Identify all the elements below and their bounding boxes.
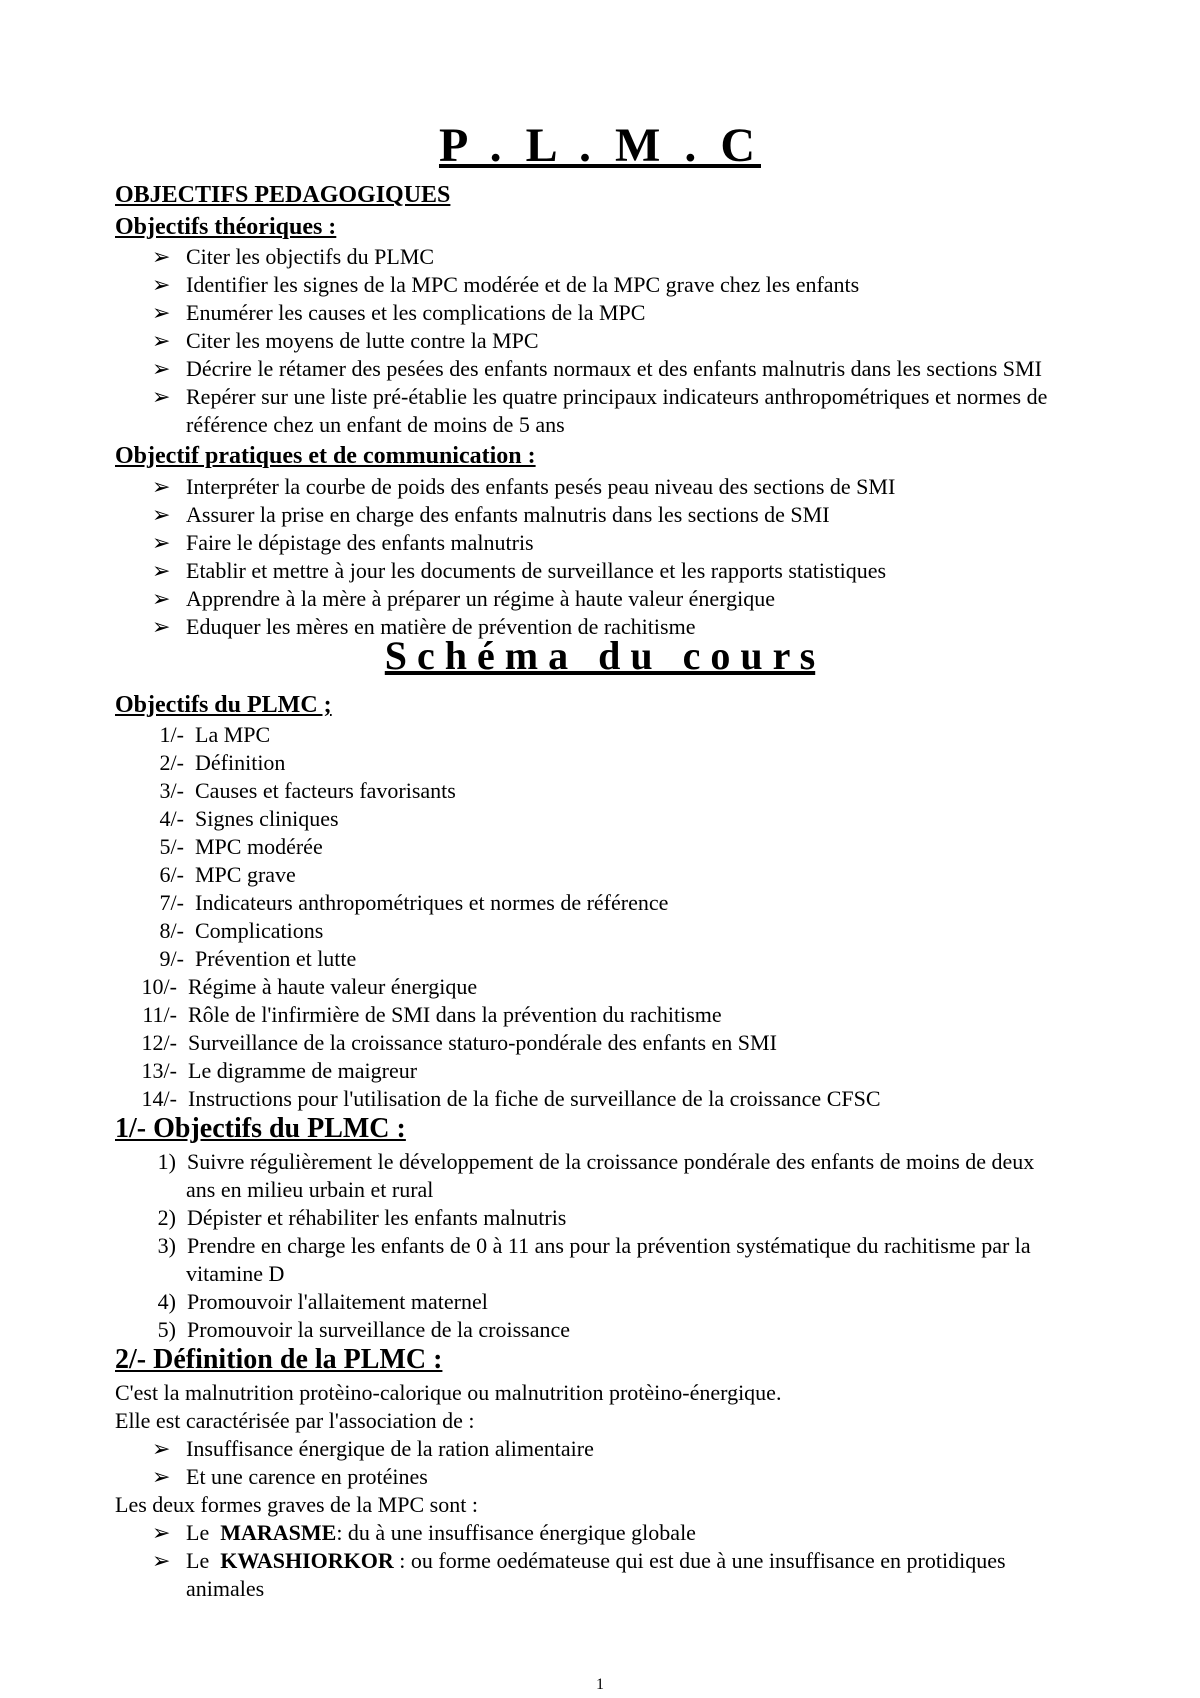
item-number: 7/- (159, 890, 184, 915)
arrow-bullet-icon: ➢ (152, 474, 171, 499)
item-number: 4) (157, 1289, 176, 1314)
list-item: 9/- Prévention et lutte (146, 946, 356, 972)
item-number: 1/- (159, 722, 184, 747)
term-kwashiorkor: KWASHIORKOR (220, 1548, 394, 1573)
arrow-bullet-icon: ➢ (152, 1520, 171, 1545)
page-number: 1 (596, 1676, 604, 1693)
list-item: 12/- Surveillance de la croissance staturo-pondérale des enfants en SMI (131, 1030, 777, 1056)
list-item: ➢ Enumérer les causes et les complications de la MPC (152, 300, 646, 325)
list-item: 2/- Définition (146, 750, 285, 776)
list-item: 1) Suivre régulièrement le développement de la croissance pondérale des enfants de moins de deux (152, 1149, 1034, 1175)
arrow-bullet-icon: ➢ (152, 530, 171, 555)
list-item: 3) Prendre en charge les enfants de 0 à 11 ans pour la prévention systématique du rachitisme par la (152, 1233, 1031, 1259)
objectif-pratiques-heading: Objectif pratiques et de communication : (115, 443, 536, 469)
list-item-continuation: référence chez un enfant de moins de 5 ans (186, 412, 565, 437)
list-item: ➢ Décrire le rétamer des pesées des enfants normaux et des enfants malnutris dans les sections SMI (152, 356, 1042, 381)
item-number: 1) (157, 1149, 176, 1174)
list-item-continuation: ans en milieu urbain et rural (186, 1177, 434, 1202)
item-number: 9/- (159, 946, 184, 971)
list-item: 11/- Rôle de l'infirmière de SMI dans la prévention du rachitisme (131, 1002, 722, 1028)
objectifs-pedagogiques-heading: OBJECTIFS PEDAGOGIQUES (115, 182, 451, 208)
item-number: 2/- (159, 750, 184, 775)
item-number: 6/- (159, 862, 184, 887)
section-1-heading: 1/- Objectifs du PLMC : (115, 1113, 406, 1144)
term-marasme: MARASME (220, 1520, 337, 1545)
list-item: 13/- Le digramme de maigreur (131, 1058, 417, 1084)
item-number: 5/- (159, 834, 184, 859)
list-item: 4) Promouvoir l'allaitement maternel (152, 1289, 488, 1315)
arrow-bullet-icon: ➢ (152, 328, 171, 353)
list-item: 8/- Complications (146, 918, 323, 944)
document-title: P . L . M . C (438, 119, 761, 172)
list-item: 4/- Signes cliniques (146, 806, 339, 832)
arrow-bullet-icon: ➢ (152, 1548, 171, 1573)
arrow-bullet-icon: ➢ (152, 356, 171, 381)
item-number: 12/- (141, 1030, 177, 1055)
list-item: 2) Dépister et réhabiliter les enfants malnutris (152, 1205, 566, 1231)
item-number: 14/- (141, 1086, 177, 1111)
list-item: 10/- Régime à haute valeur énergique (131, 974, 477, 1000)
list-item: 5/- MPC modérée (146, 834, 323, 860)
paragraph: Les deux formes graves de la MPC sont : (115, 1492, 478, 1517)
arrow-bullet-icon: ➢ (152, 244, 171, 269)
list-item: ➢ Le KWASHIORKOR : ou forme oedémateuse qui est due à une insuffisance en protidiques (152, 1548, 1006, 1573)
list-item: ➢ Repérer sur une liste pré-établie les quatre principaux indicateurs anthropométriques et normes de (152, 384, 1048, 409)
list-item: 1/- La MPC (146, 722, 270, 748)
list-item: ➢ Citer les objectifs du PLMC (152, 244, 435, 269)
arrow-bullet-icon: ➢ (152, 586, 171, 611)
list-item: ➢ Identifier les signes de la MPC modérée et de la MPC grave chez les enfants (152, 272, 860, 297)
list-item: ➢ Citer les moyens de lutte contre la MPC (152, 328, 539, 353)
list-item: ➢ Faire le dépistage des enfants malnutris (152, 530, 534, 555)
paragraph: Elle est caractérisée par l'association de : (115, 1408, 475, 1433)
schema-objectifs-heading: Objectifs du PLMC ; (115, 692, 332, 718)
arrow-bullet-icon: ➢ (152, 272, 171, 297)
item-number: 3/- (159, 778, 184, 803)
item-number: 2) (157, 1205, 176, 1230)
item-number: 3) (157, 1233, 176, 1258)
list-item-continuation: animales (186, 1576, 265, 1601)
list-item: 14/- Instructions pour l'utilisation de la fiche de surveillance de la croissance CFSC (131, 1086, 881, 1112)
list-item: ➢ Etablir et mettre à jour les documents de surveillance et les rapports statistiques (152, 558, 887, 583)
item-number: 10/- (141, 974, 177, 999)
arrow-bullet-icon: ➢ (152, 502, 171, 527)
item-number: 8/- (159, 918, 184, 943)
arrow-bullet-icon: ➢ (152, 558, 171, 583)
list-item: ➢ Interpréter la courbe de poids des enfants pesés peau niveau des sections de SMI (152, 474, 896, 499)
list-item: ➢ Apprendre à la mère à préparer un régime à haute valeur énergique (152, 586, 776, 611)
arrow-bullet-icon: ➢ (152, 1464, 171, 1489)
arrow-bullet-icon: ➢ (152, 614, 171, 639)
list-item: 7/- Indicateurs anthropométriques et normes de référence (146, 890, 668, 916)
section-2-heading: 2/- Définition de la PLMC : (115, 1344, 443, 1375)
item-number: 5) (157, 1317, 176, 1342)
list-item: ➢ Et une carence en protéines (152, 1464, 428, 1489)
objectifs-theoriques-heading: Objectifs théoriques : (115, 214, 337, 240)
item-number: 4/- (159, 806, 184, 831)
arrow-bullet-icon: ➢ (152, 384, 171, 409)
list-item: ➢ Le MARASME: du à une insuffisance énergique globale (152, 1520, 696, 1545)
paragraph: C'est la malnutrition protèino-calorique ou malnutrition protèino-énergique. (115, 1380, 782, 1405)
list-item: ➢ Assurer la prise en charge des enfants malnutris dans les sections de SMI (152, 502, 830, 527)
list-item: ➢ Eduquer les mères en matière de prévention de rachitisme (152, 614, 696, 639)
arrow-bullet-icon: ➢ (152, 300, 171, 325)
item-number: 13/- (141, 1058, 177, 1083)
list-item: 3/- Causes et facteurs favorisants (146, 778, 456, 804)
item-number: 11/- (142, 1002, 177, 1027)
list-item: 6/- MPC grave (146, 862, 296, 888)
schema-du-cours-title: S c h é m a d u c o u r s (384, 633, 816, 678)
arrow-bullet-icon: ➢ (152, 1436, 171, 1461)
list-item: ➢ Insuffisance énergique de la ration alimentaire (152, 1436, 594, 1461)
list-item: 5) Promouvoir la surveillance de la croissance (152, 1317, 570, 1343)
list-item-continuation: vitamine D (186, 1261, 285, 1286)
